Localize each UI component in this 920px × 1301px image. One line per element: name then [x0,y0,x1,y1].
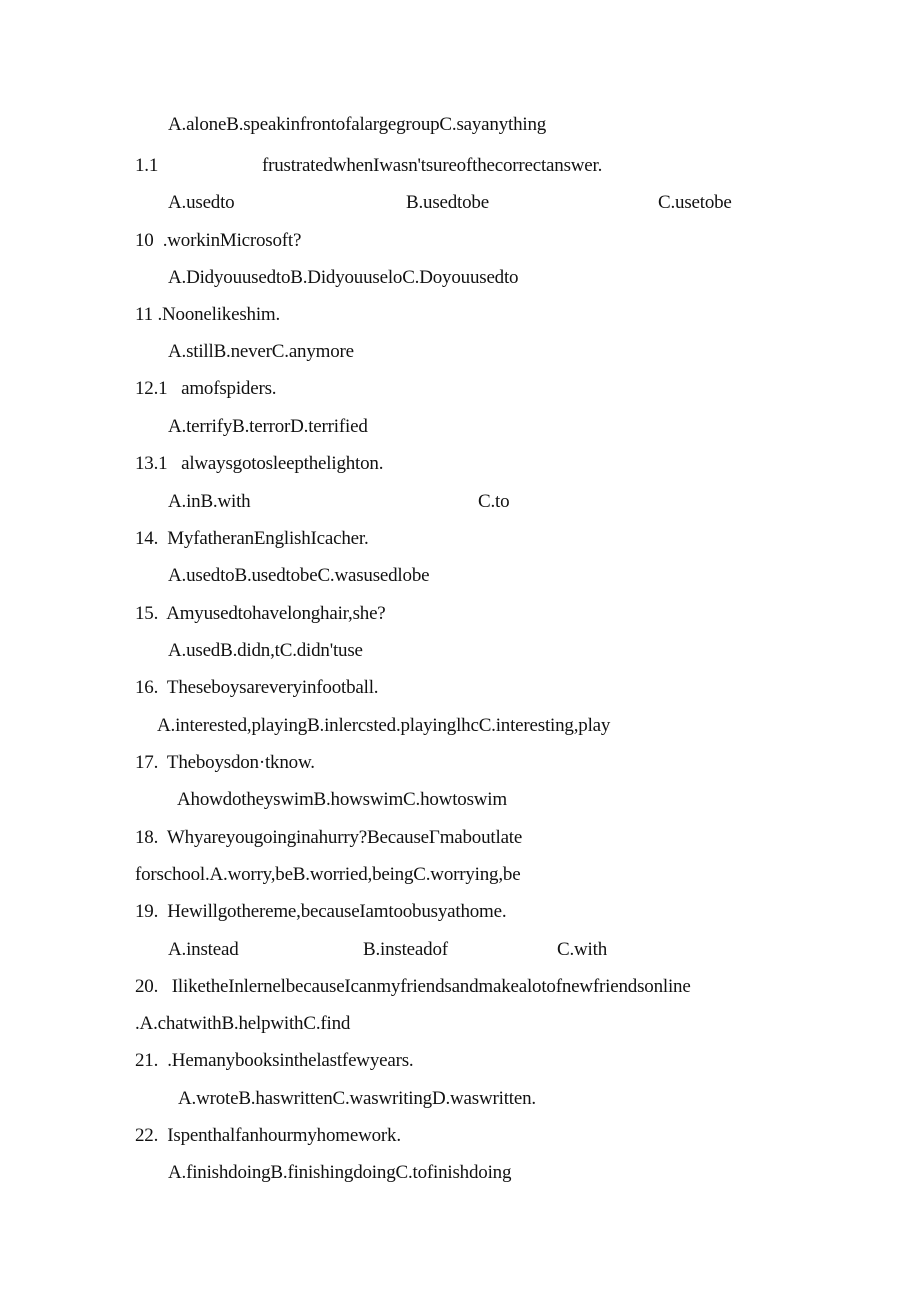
question-16-options: A.interested,playingB.inlercsted.playinglhcC.interesting,play [157,715,611,736]
question-18-stem: 18. Whyareyougoinginahurry?BecauseΓmaboutlate [135,827,523,848]
question-19-option-c: C.with [557,939,608,960]
question-14-stem: 14. MyfatheranEnglishIcacher. [135,528,369,549]
question-17-stem: 17. Theboysdon·tknow. [135,752,315,773]
question-19-option-a: A.instead [168,939,239,960]
question-9-number: 1.1 [135,155,159,176]
question-21-options: A.wroteB.haswrittenC.waswritingD.waswritten. [178,1088,536,1109]
question-14-options: A.usedtoB.usedtobeC.wasusedlobe [168,565,430,586]
question-19-stem: 19. Hewillgothereme,becauseIamtoobusyathome. [135,901,507,922]
question-21-stem: 21. .Hemanybooksinthelastfewyears. [135,1050,414,1071]
question-19-option-b: B.insteadof [363,939,448,960]
question-9-option-a: A.usedto [168,192,235,213]
question-13-stem: 13.1 alwaysgotosleepthelighton. [135,453,384,474]
question-15-options: A.usedB.didn,tC.didn'tuse [168,640,363,661]
question-13-option-c: C.to [478,491,510,512]
question-20-stem: 20. IliketheInlernelbecauseIcanmyfriendsandmakealotofnewfriendsonline [135,976,691,997]
question-12-stem: 12.1 amofspiders. [135,378,277,399]
question-11-stem: 11 .Noonelikeshim. [135,304,281,325]
question-22-options: A.finishdoingB.finishingdoingC.tofinishdoing [168,1162,512,1183]
question-9-stem: frustratedwhenIwasn'tsureofthecorrectanswer. [262,155,603,176]
question-12-options: A.terrifyB.terrorD.terrified [168,416,368,437]
question-11-options: A.stillB.neverC.anymore [168,341,354,362]
question-18-continuation: forschool.A.worry,beB.worried,beingC.worrying,be [135,864,521,885]
question-16-stem: 16. Theseboysareveryinfootball. [135,677,379,698]
question-17-options: AhowdotheyswimB.howswimC.howtoswim [177,789,507,810]
question-9-option-c: C.usetobe [658,192,732,213]
question-9-option-b: B.usedtobe [406,192,489,213]
question-10-stem: 10 .workinMicrosoft? [135,230,302,251]
question-15-stem: 15. Amyusedtohavelonghair,she? [135,603,386,624]
question-13-options-ab: A.inB.with [168,491,251,512]
question-8-options: A.aloneB.speakinfrontofalargegroupC.sayanything [168,114,547,135]
question-20-options: .A.chatwithB.helpwithC.find [135,1013,351,1034]
question-22-stem: 22. Ispenthalfanhourmyhomework. [135,1125,401,1146]
question-10-options: A.DidyouusedtoB.DidyouuseloC.Doyouusedto [168,267,519,288]
